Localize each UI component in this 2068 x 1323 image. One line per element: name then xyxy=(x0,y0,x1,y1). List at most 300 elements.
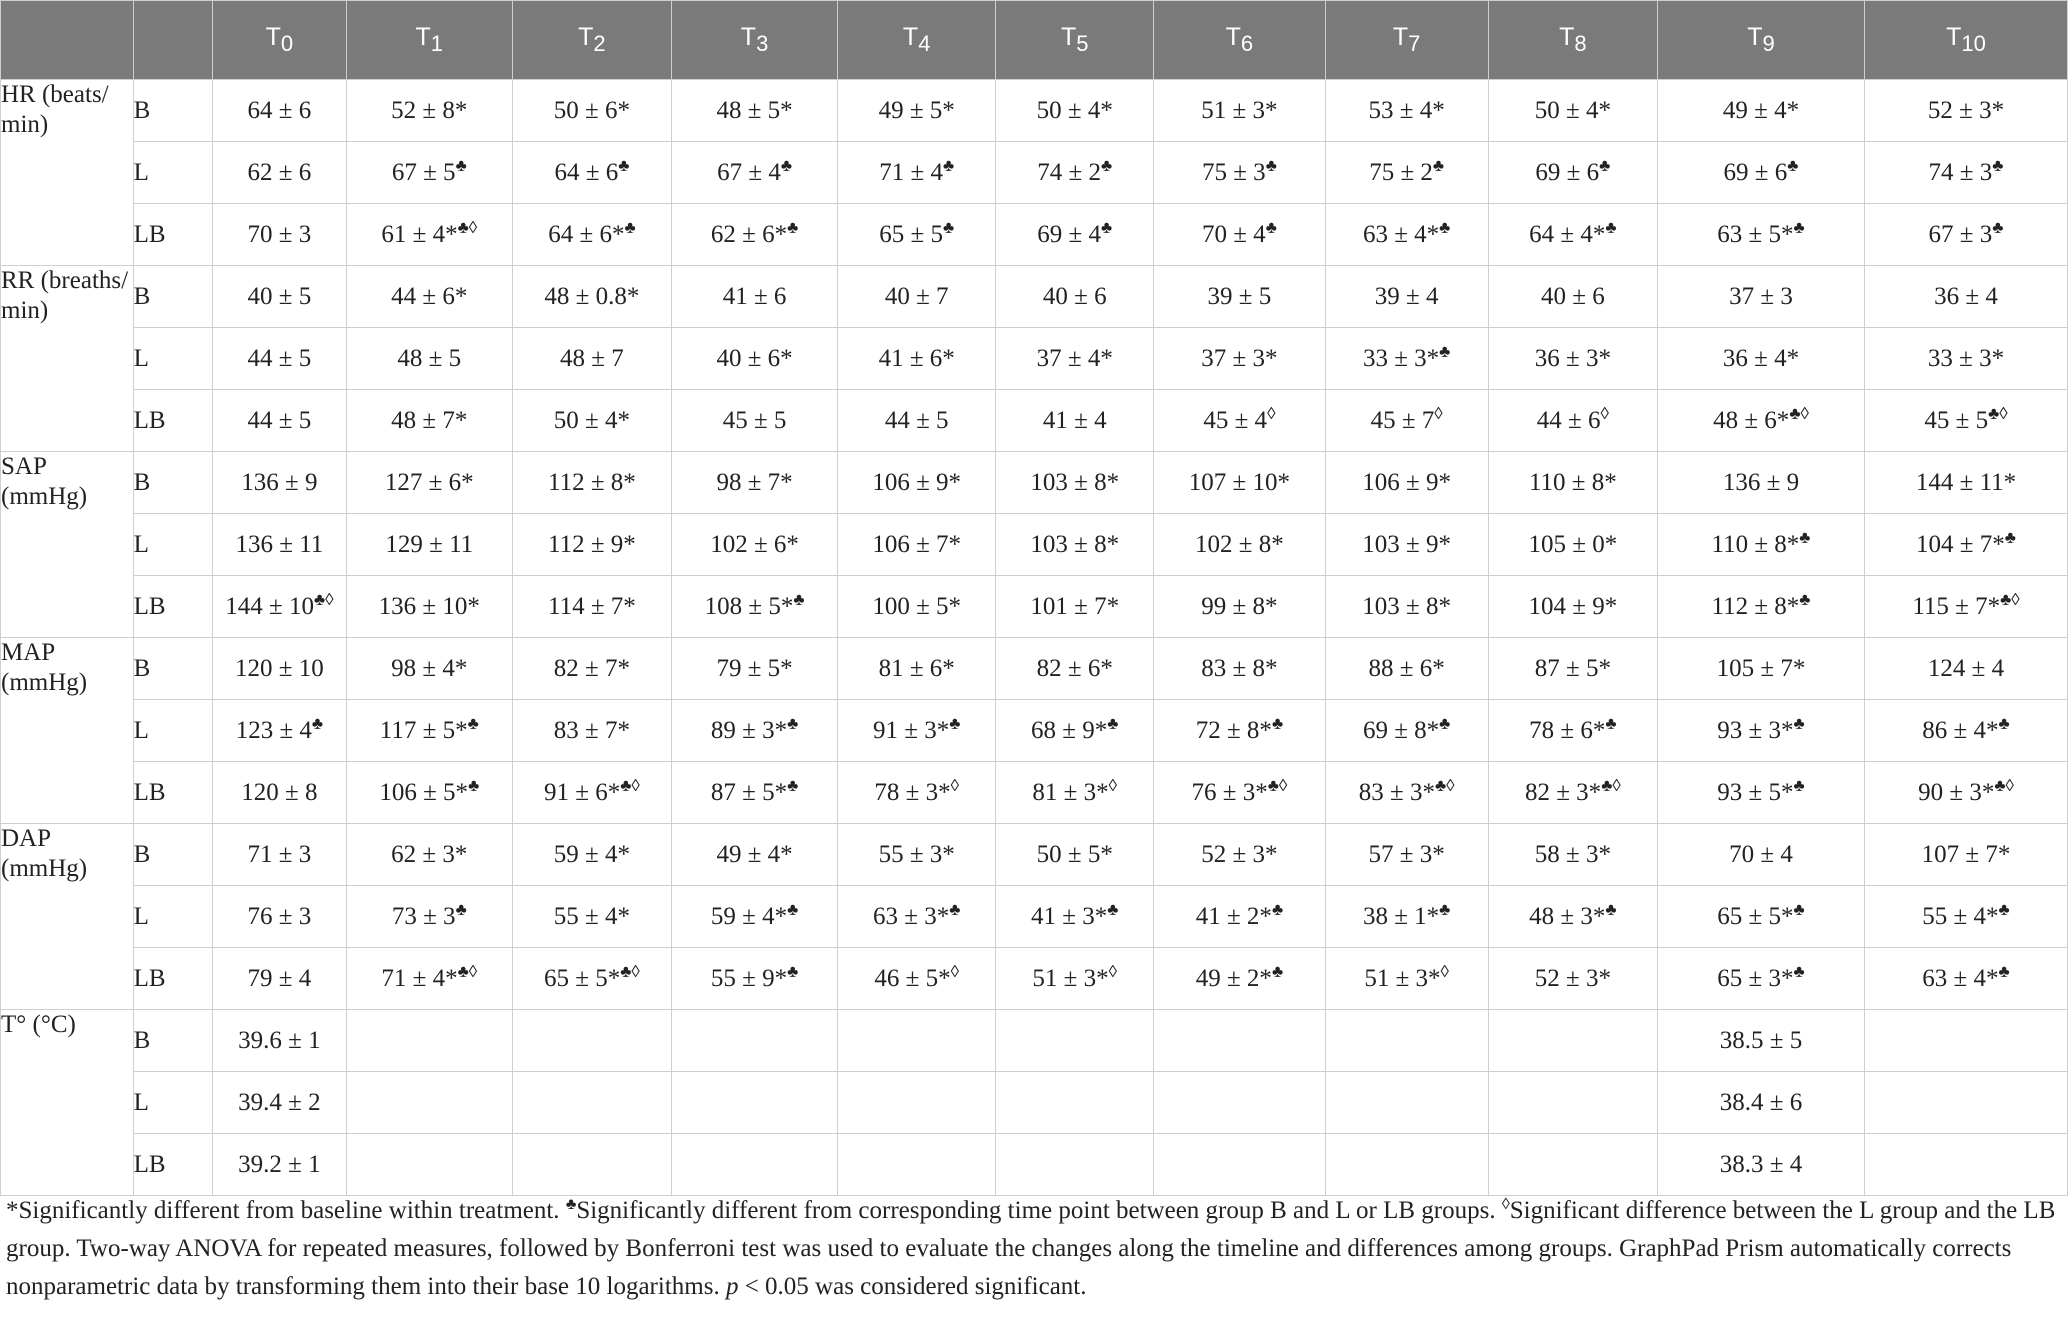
header-base: T xyxy=(740,22,757,51)
significance-marker: ♣◊ xyxy=(1789,403,1809,423)
table-cell xyxy=(1488,452,1657,514)
table-cell xyxy=(671,390,837,452)
cell-value: 82 ± 7* xyxy=(553,654,631,682)
significance-marker: ♣ xyxy=(1605,713,1617,733)
cell-value: 98 ± 7* xyxy=(716,468,793,496)
table-cell xyxy=(996,80,1154,142)
table-cell xyxy=(1154,514,1325,576)
table-cell xyxy=(1864,390,2067,452)
header-subscript: 6 xyxy=(1240,30,1254,56)
cell-value: 120 ± 10 xyxy=(235,654,324,682)
cell-value: 45 ± 5 xyxy=(1924,406,1989,434)
table-cell xyxy=(346,1072,512,1134)
table-cell xyxy=(346,1134,512,1196)
p-value-symbol: p xyxy=(725,1273,739,1300)
table-cell xyxy=(1154,452,1325,514)
table-cell xyxy=(1325,142,1488,204)
table-cell xyxy=(838,762,996,824)
cell-value: 44 ± 5 xyxy=(247,344,312,372)
cell-value: 51 ± 3* xyxy=(1201,96,1278,124)
significance-marker: ♣ xyxy=(1265,155,1277,175)
significance-marker: ◊ xyxy=(1434,403,1443,423)
cell-value: 136 ± 11 xyxy=(235,530,324,558)
cell-value: 75 ± 3 xyxy=(1201,158,1266,186)
cell-value: 73 ± 3 xyxy=(391,902,456,930)
cell-value: 40 ± 5 xyxy=(247,282,312,310)
significance-marker: ♣ xyxy=(1793,713,1805,733)
cell-value: 48 ± 7 xyxy=(560,344,624,372)
table-row xyxy=(1,762,2068,824)
table-cell xyxy=(671,700,837,762)
cell-value: 100 ± 5* xyxy=(872,592,962,620)
cell-value: 70 ± 3 xyxy=(247,220,312,248)
table-cell xyxy=(1864,514,2067,576)
significance-marker: ♣ xyxy=(1793,775,1805,795)
table-row xyxy=(1,948,2068,1010)
cell-value: 62 ± 6* xyxy=(710,220,788,248)
table-cell xyxy=(512,142,671,204)
table-cell xyxy=(1325,948,1488,1010)
cell-value: 75 ± 2 xyxy=(1369,158,1433,186)
group-label: LB xyxy=(133,1134,213,1196)
group-label: B xyxy=(133,638,213,700)
cell-value: 106 ± 7* xyxy=(872,530,962,558)
group-label: B xyxy=(133,266,213,328)
significance-marker: ♣ xyxy=(467,713,479,733)
cell-value: 36 ± 3* xyxy=(1534,344,1611,372)
table-cell xyxy=(1325,762,1488,824)
cell-value: 39 ± 4 xyxy=(1374,282,1439,310)
cell-value: 38 ± 1* xyxy=(1362,902,1440,930)
cell-value: 64 ± 6 xyxy=(554,158,619,186)
significance-marker: ♣◊ xyxy=(1994,775,2014,795)
table-cell xyxy=(838,824,996,886)
parameter-label: DAP (mmHg) xyxy=(1,824,134,1010)
significance-marker: ♣ xyxy=(1265,217,1277,237)
table-cell xyxy=(996,266,1154,328)
cell-value: 48 ± 6* xyxy=(1713,406,1790,434)
cell-value: 40 ± 6 xyxy=(1042,282,1107,310)
cell-value: 40 ± 7 xyxy=(884,282,949,310)
table-cell xyxy=(1154,204,1325,266)
cell-value: 41 ± 2* xyxy=(1195,902,1272,930)
cell-value: 117 ± 5* xyxy=(379,716,468,744)
significance-marker: ♣ xyxy=(1998,899,2010,919)
cell-value: 99 ± 8* xyxy=(1201,592,1278,620)
header-col-t7 xyxy=(1325,1,1488,80)
header-subscript: 7 xyxy=(1408,30,1421,56)
table-cell xyxy=(1154,142,1325,204)
cell-value: 67 ± 3 xyxy=(1928,220,1993,248)
cell-value: 87 ± 5* xyxy=(1534,654,1611,682)
table-cell xyxy=(838,1010,996,1072)
cell-value: 70 ± 4 xyxy=(1729,840,1793,868)
table-cell xyxy=(1657,1134,1864,1196)
table-cell xyxy=(1657,390,1864,452)
table-row xyxy=(1,204,2068,266)
table-cell xyxy=(512,266,671,328)
cell-value: 61 ± 4* xyxy=(381,220,458,248)
table-cell xyxy=(346,514,512,576)
group-label: LB xyxy=(133,762,213,824)
table-cell xyxy=(1154,80,1325,142)
table-cell xyxy=(838,390,996,452)
table-cell xyxy=(1657,266,1864,328)
table-cell xyxy=(1325,452,1488,514)
table-cell xyxy=(996,204,1154,266)
table-cell xyxy=(346,948,512,1010)
cell-value: 63 ± 5* xyxy=(1717,220,1794,248)
table-cell xyxy=(838,142,996,204)
significance-marker: ♣ xyxy=(1439,713,1451,733)
cell-value: 91 ± 6* xyxy=(544,778,621,806)
cell-value: 57 ± 3* xyxy=(1368,840,1445,868)
header-base: T xyxy=(1225,22,1241,51)
table-cell xyxy=(838,1072,996,1134)
parameter-label: T° (°C) xyxy=(1,1010,134,1196)
table-cell xyxy=(512,700,671,762)
header-base: T xyxy=(578,22,594,51)
cell-value: 106 ± 9* xyxy=(1362,468,1451,496)
table-row xyxy=(1,824,2068,886)
table-cell xyxy=(1488,80,1657,142)
table-cell xyxy=(1864,452,2067,514)
parameter-label: SAP (mmHg) xyxy=(1,452,134,638)
cell-value: 33 ± 3* xyxy=(1927,344,2005,372)
cell-value: 103 ± 9* xyxy=(1362,530,1451,558)
table-cell xyxy=(213,886,347,948)
table-row xyxy=(1,576,2068,638)
table-cell xyxy=(996,948,1154,1010)
significance-marker: ♣◊ xyxy=(2000,589,2020,609)
cell-value: 36 ± 4 xyxy=(1934,282,1998,310)
cell-value: 69 ± 6 xyxy=(1535,158,1600,186)
cell-value: 48 ± 5* xyxy=(716,96,793,124)
table-cell xyxy=(1154,762,1325,824)
table-cell xyxy=(996,328,1154,390)
cell-value: 103 ± 8* xyxy=(1030,530,1120,558)
table-cell xyxy=(346,700,512,762)
table-cell xyxy=(1325,204,1488,266)
header-subscript: 9 xyxy=(1762,30,1775,56)
table-cell xyxy=(1657,142,1864,204)
table-cell xyxy=(1657,948,1864,1010)
table-cell xyxy=(1154,576,1325,638)
cell-value: 110 ± 8* xyxy=(1711,530,1800,558)
cell-value: 41 ± 3* xyxy=(1031,902,1108,930)
group-label: B xyxy=(133,80,213,142)
table-cell xyxy=(213,1072,347,1134)
significance-marker: ♣ xyxy=(787,217,799,237)
table-cell xyxy=(512,1072,671,1134)
significance-marker: ◊ xyxy=(950,961,959,981)
cell-value: 65 ± 5 xyxy=(879,220,943,248)
table-cell xyxy=(838,948,996,1010)
table-cell xyxy=(996,1010,1154,1072)
cell-value: 49 ± 2* xyxy=(1195,964,1272,992)
header-subscript: 5 xyxy=(1076,30,1089,56)
table-cell xyxy=(1488,204,1657,266)
cell-value: 136 ± 9 xyxy=(1722,468,1800,496)
table-cell xyxy=(512,576,671,638)
table-cell xyxy=(512,886,671,948)
table-cell xyxy=(671,1134,837,1196)
table-cell xyxy=(671,948,837,1010)
table-body xyxy=(1,80,2068,1196)
cell-value: 45 ± 5 xyxy=(722,406,787,434)
table-cell xyxy=(512,328,671,390)
table-cell xyxy=(671,80,837,142)
table-cell xyxy=(838,266,996,328)
cell-value: 107 ± 7* xyxy=(1921,840,2011,868)
cell-value: 93 ± 5* xyxy=(1717,778,1794,806)
table-cell xyxy=(1657,1010,1864,1072)
table-cell xyxy=(1657,514,1864,576)
header-col-t10 xyxy=(1864,1,2067,80)
table-cell xyxy=(512,514,671,576)
table-row xyxy=(1,1134,2068,1196)
table-cell xyxy=(838,80,996,142)
table-header xyxy=(1,1,2068,80)
significance-marker: ♣ xyxy=(1271,899,1284,919)
table-row xyxy=(1,452,2068,514)
table-cell xyxy=(996,638,1154,700)
cell-value: 44 ± 6* xyxy=(391,282,468,310)
table-cell xyxy=(346,638,512,700)
table-cell xyxy=(1154,328,1325,390)
significance-marker: ♣ xyxy=(949,899,961,919)
cell-value: 79 ± 5* xyxy=(716,654,793,682)
cell-value: 37 ± 3* xyxy=(1201,344,1278,372)
cell-value: 59 ± 4* xyxy=(710,902,788,930)
cell-value: 69 ± 8* xyxy=(1362,716,1440,744)
group-label: LB xyxy=(133,948,213,1010)
cell-value: 103 ± 8* xyxy=(1030,468,1120,496)
cell-value: 103 ± 8* xyxy=(1362,592,1451,620)
cell-value: 59 ± 4* xyxy=(553,840,631,868)
cell-value: 82 ± 3* xyxy=(1524,778,1602,806)
cell-value: 64 ± 6* xyxy=(548,220,625,248)
table-cell xyxy=(213,452,347,514)
group-label: LB xyxy=(133,576,213,638)
table-cell xyxy=(671,762,837,824)
table-cell xyxy=(671,886,837,948)
table-row xyxy=(1,1072,2068,1134)
table-cell xyxy=(996,452,1154,514)
parameter-label: MAP (mmHg) xyxy=(1,638,134,824)
cell-value: 39.4 ± 2 xyxy=(238,1088,321,1116)
significance-marker: ♣ xyxy=(942,217,955,237)
cell-value: 81 ± 6* xyxy=(878,654,955,682)
cell-value: 38.5 ± 5 xyxy=(1719,1026,1803,1054)
table-cell xyxy=(1488,266,1657,328)
cell-value: 49 ± 5* xyxy=(878,96,955,124)
cell-value: 62 ± 6 xyxy=(247,158,312,186)
table-cell xyxy=(1325,1134,1488,1196)
cell-value: 64 ± 6 xyxy=(247,96,312,124)
header-base: T xyxy=(902,22,919,51)
cell-value: 52 ± 3* xyxy=(1201,840,1278,868)
cell-value: 38.3 ± 4 xyxy=(1719,1150,1803,1178)
table-cell xyxy=(1657,824,1864,886)
table-row xyxy=(1,390,2068,452)
cell-value: 74 ± 2 xyxy=(1037,158,1102,186)
cell-value: 50 ± 4* xyxy=(553,406,631,434)
table-cell xyxy=(1154,638,1325,700)
header-col-t1 xyxy=(346,1,512,80)
significance-marker: ♣◊ xyxy=(1434,775,1455,795)
table-cell xyxy=(346,886,512,948)
header-col-t6 xyxy=(1154,1,1325,80)
header-base: T xyxy=(1392,22,1409,51)
table-cell xyxy=(1657,1072,1864,1134)
significance-marker: ♣ xyxy=(1799,589,1811,609)
significance-marker: ♣◊ xyxy=(620,775,640,795)
table-cell xyxy=(1657,576,1864,638)
significance-marker: ♣ xyxy=(1605,899,1617,919)
cell-value: 83 ± 7* xyxy=(553,716,631,744)
diamond-marker-symbol: ◊ xyxy=(1501,1196,1510,1213)
cell-value: 102 ± 6* xyxy=(710,530,799,558)
table-cell xyxy=(1864,638,2067,700)
table-cell xyxy=(671,1072,837,1134)
table-cell xyxy=(1488,762,1657,824)
cell-value: 65 ± 5* xyxy=(544,964,621,992)
table-cell xyxy=(1864,886,2067,948)
footnote-part1: *Significantly different from baseline within treatment. xyxy=(6,1197,566,1224)
group-label: L xyxy=(133,142,213,204)
table-cell xyxy=(671,142,837,204)
table-cell xyxy=(1488,948,1657,1010)
header-subscript: 1 xyxy=(430,30,444,56)
significance-marker: ◊ xyxy=(1440,961,1449,981)
significance-marker: ♣ xyxy=(1271,961,1284,981)
cell-value: 74 ± 3 xyxy=(1928,158,1993,186)
cell-value: 91 ± 3* xyxy=(872,716,950,744)
table-cell xyxy=(1488,328,1657,390)
table-cell xyxy=(1864,576,2067,638)
cell-value: 98 ± 4* xyxy=(391,654,468,682)
table-cell xyxy=(346,824,512,886)
table-cell xyxy=(1657,452,1864,514)
significance-marker: ♣ xyxy=(1605,217,1617,237)
significance-marker: ♣◊ xyxy=(1267,775,1288,795)
cell-value: 36 ± 4* xyxy=(1722,344,1800,372)
table-cell xyxy=(1657,204,1864,266)
significance-marker: ♣◊ xyxy=(457,961,478,981)
header-row xyxy=(1,1,2068,80)
header-col-t0 xyxy=(213,1,347,80)
cell-value: 108 ± 5* xyxy=(704,592,794,620)
header-subscript: 4 xyxy=(918,30,931,56)
significance-marker: ♣ xyxy=(624,217,636,237)
cell-value: 88 ± 6* xyxy=(1368,654,1445,682)
table-cell xyxy=(1325,700,1488,762)
significance-marker: ♣ xyxy=(787,899,799,919)
header-parameter-column xyxy=(1,1,134,80)
table-cell xyxy=(1864,1010,2067,1072)
table-row xyxy=(1,80,2068,142)
cell-value: 45 ± 4 xyxy=(1203,406,1268,434)
cell-value: 39.6 ± 1 xyxy=(238,1026,321,1054)
footnote-part3: Significant difference between the L group and the LB group. Two-way ANOVA for repeated measures, followed by Bonferroni test was used to evaluate the changes along the timeline and differences among groups. GraphPad Prism automatically corrects nonparametric data by transforming them into their base 10 logarithms. xyxy=(6,1197,2056,1300)
significance-marker: ◊ xyxy=(1108,775,1118,795)
significance-marker: ♣ xyxy=(787,961,799,981)
header-col-t2 xyxy=(512,1,671,80)
table-cell xyxy=(838,328,996,390)
table-cell xyxy=(1864,142,2067,204)
table-cell xyxy=(671,452,837,514)
table-cell xyxy=(213,762,347,824)
cell-value: 41 ± 6 xyxy=(722,282,787,310)
significance-marker: ♣ xyxy=(1101,217,1113,237)
cell-value: 39 ± 5 xyxy=(1207,282,1272,310)
significance-marker: ♣ xyxy=(311,713,324,733)
cell-value: 40 ± 6 xyxy=(1540,282,1605,310)
header-base: T xyxy=(265,22,281,51)
table-cell xyxy=(996,576,1154,638)
table-cell xyxy=(996,1072,1154,1134)
significance-marker: ♣ xyxy=(942,155,955,175)
table-cell xyxy=(512,1134,671,1196)
cell-value: 71 ± 3 xyxy=(247,840,312,868)
significance-marker: ♣ xyxy=(949,713,961,733)
cell-value: 55 ± 9* xyxy=(710,964,788,992)
club-marker-symbol: ♣ xyxy=(565,1196,577,1213)
cell-value: 82 ± 6* xyxy=(1036,654,1113,682)
table-row xyxy=(1,1010,2068,1072)
table-cell xyxy=(1325,1010,1488,1072)
significance-marker: ◊ xyxy=(950,775,959,795)
footnote-part4: < 0.05 was considered significant. xyxy=(738,1273,1087,1300)
table-cell xyxy=(512,452,671,514)
header-subscript: 8 xyxy=(1574,30,1587,56)
table-cell xyxy=(213,948,347,1010)
cell-value: 52 ± 3* xyxy=(1927,96,2005,124)
table-cell xyxy=(1864,328,2067,390)
cell-value: 112 ± 9* xyxy=(548,530,636,558)
table-cell xyxy=(346,204,512,266)
group-label: L xyxy=(133,700,213,762)
table-cell xyxy=(1325,638,1488,700)
table-cell xyxy=(1488,824,1657,886)
cell-value: 115 ± 7* xyxy=(1912,592,2001,620)
cell-value: 79 ± 4 xyxy=(247,964,312,992)
cell-value: 63 ± 4* xyxy=(1922,964,1999,992)
cell-value: 48 ± 0.8* xyxy=(544,282,640,310)
significance-marker: ♣ xyxy=(1793,217,1805,237)
cell-value: 63 ± 4* xyxy=(1362,220,1440,248)
table-cell xyxy=(1657,80,1864,142)
header-base: T xyxy=(1946,22,1962,51)
table-cell xyxy=(1864,1072,2067,1134)
cell-value: 65 ± 5* xyxy=(1717,902,1794,930)
significance-marker: ◊ xyxy=(1600,403,1609,423)
significance-marker: ♣ xyxy=(1793,899,1805,919)
cell-value: 112 ± 8* xyxy=(548,468,636,496)
table-cell xyxy=(512,390,671,452)
cell-value: 44 ± 5 xyxy=(884,406,949,434)
significance-marker: ♣ xyxy=(780,155,792,175)
table-cell xyxy=(346,328,512,390)
table-cell xyxy=(1488,1010,1657,1072)
header-col-t4 xyxy=(838,1,996,80)
table-cell xyxy=(1488,142,1657,204)
header-base: T xyxy=(1060,22,1077,51)
table-cell xyxy=(1154,1134,1325,1196)
table-cell xyxy=(1657,762,1864,824)
table-cell xyxy=(671,328,837,390)
